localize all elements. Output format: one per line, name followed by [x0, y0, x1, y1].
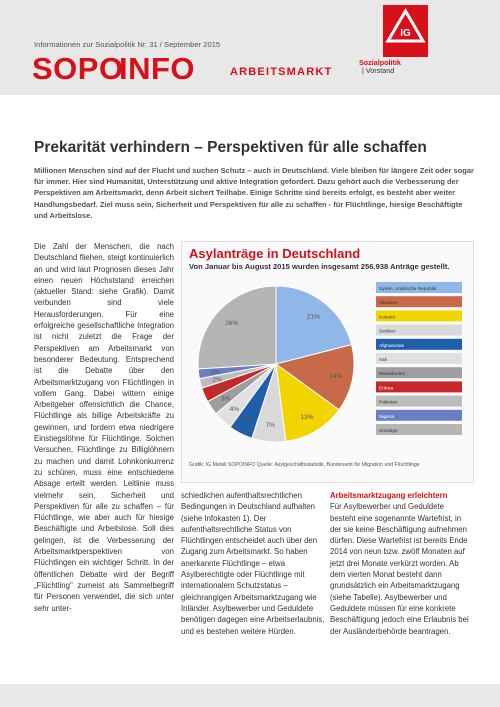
chart-source: Grafik: IG Metall SOPOINFO Quelle: Asylgeschäftsstatistik, Bundesamt für Migration und Flüchtlinge	[189, 462, 420, 468]
legend-entry-7: Eritrea	[379, 386, 394, 392]
legend-swatch-5	[376, 353, 462, 364]
pie-chart	[181, 272, 472, 460]
column-3-heading: Arbeitsmarktzugang erleichtern	[330, 491, 448, 500]
title-arbeitsmarkt: ARBEITSMARKT	[230, 66, 333, 78]
pie-label-3: 7%	[265, 422, 275, 430]
chart-subtitle: Von Januar bis August 2015 wurden insgesamt 256.938 Anträge gestellt.	[189, 262, 450, 271]
title-sopo: SOPO	[32, 51, 124, 86]
article-intro: Millionen Menschen sind auf der Flucht und suchen Schutz – auch in Deutschland. Viele bleiben für längere Zeit oder sogar für immer. Hier sind Humanität, Unterstützung und aktive Integration gefordert. Dazu gehört auch die Verbesserung der Perspektiven am Arbeitsmarkt, denn Arbeit sichert Teilhabe. Einige Schritte sind bereits erfolgt, es besteht aber weiter Handlungsbedarf. Ziel muss sein, Sicherheit und Perspektiven für alle zu schaffen - für Flüchtlinge, hiesige Beschäftigte und Arbeitslose.	[34, 166, 474, 220]
logo-text: IG	[400, 28, 411, 39]
legend-entry-9: Nigeria	[379, 414, 395, 420]
article-column-2: schiedlichen aufenthaltsrechtlichen Bedingungen in Deutschland aufhalten (siehe Infokasten 1). Der aufenthaltsrechtliche Status von Flüchtlingen entscheidet auch über den Zugang zum Arbeitsmarkt. So haben anerkannte Flüchtlinge – etwa Asylberechtigte oder Flüchtlinge mit internationalem Schutzstatus – gleichrangigen Arbeitsmarktzugang wie Inländer. Asylbewerber und Geduldete benötigen dagegen eine Arbeitserlaubnis, und es bestehen weitere Hürden.	[181, 491, 325, 636]
publisher-vorstand: | Vorstand	[362, 66, 395, 75]
pie-label-1: 14%	[329, 372, 343, 380]
pie-label-10: 26%	[225, 319, 239, 327]
pie-label-4: 5%	[243, 415, 254, 423]
legend-entry-1: Albanien	[379, 301, 398, 307]
legend-entry-0: Syrien, Arabische Republik	[379, 287, 437, 292]
column-3-text: Für Asylbewerber und Geduldete besteht eine sogenannte Wartefrist, in der sie keine Beschäftigung aufnehmen dürfen. Diese Wartefrist ist bereits Ende 2014 von neun bzw. zwölf Monaten auf jetzt drei Monate verkürzt worden. Ab dem vierten Monat besteht dann grundsätzlich ein Arbeitsmarktzugang (siehe Tabelle). Asylbewerber und Geduldete müssen für eine konkrete Beschäftigung jedoch eine Erlaubnis bei der Ausländerbehörde beantragen.	[330, 502, 469, 636]
legend-entry-10: Sonstige	[379, 429, 398, 434]
pie-label-8: 2%	[212, 376, 222, 384]
pie-label-0: 21%	[306, 313, 320, 321]
pie-label-2: 13%	[300, 413, 314, 421]
legend-entry-6: Mazedonien	[379, 372, 406, 378]
publisher-name: Sozialpolitik	[359, 58, 401, 67]
footer-bar	[0, 684, 500, 707]
legend-entry-2: Kosovo	[379, 315, 395, 321]
pie-label-9: 2%	[210, 369, 221, 377]
igmetall-logo	[383, 5, 428, 57]
legend-entry-5: Irak	[379, 358, 387, 363]
pie-label-5: 4%	[229, 405, 240, 413]
article-column-3	[330, 490, 470, 637]
legend-entry-3: Serbien	[379, 329, 396, 335]
title-info: INFO	[119, 51, 196, 86]
pie-label-7: 3%	[215, 385, 225, 393]
pie-slice-10	[198, 286, 276, 369]
issue-info: Informationen zur Sozialpolitik Nr. 31 / September 2015	[34, 40, 221, 49]
legend-entry-8: Pakistan	[379, 400, 398, 406]
article-column-1: Die Zahl der Menschen, die nach Deutschland fliehen, steigt kontinuierlich an und wird laut Prognosen dieses Jahr einen neuen Höchststand erreichen (aktueller Stand: siehe Grafik). Damit verbunden sind viele Herausforderungen. Für eine erfolgreiche gesellschaftliche Integration ist nicht zuletzt die Frage der Perspektiven am Arbeitsmarkt von besonderer Bedeutung. Entsprechend ist die Debatte über den Arbeitsmarktzugang von Flüchtlingen in vollem Gang. Dabei wittern einige Arbeitgeber offensichtlich die Chance, Flüchtlinge als billige Arbeitskräfte zu gewinnen, und fordern etwa niedrigere Einstiegslöhne für Flüchtlinge. Solchen Versuchen, Flüchtlinge zu Billiglöhnern zu machen und damit Lohnkonkurrenz zu schüren, muss eine entschiedene Absage erteilt werden. Leitlinie muss vielmehr sein, Sicherheit und Perspektiven für alle zu schaffen – für Flüchtlinge, wie aber auch für hiesige Beschäftigte und Arbeitslose. Soll dies gelingen, ist die Verbesserung der Arbeitsmarktperspektiven von Flüchtlingen ein wichtiger Schritt. In der öffentlichen Debatte wird der Begriff „Flüchtling" zumeist als Sammelbegriff für Personen verwendet, die sich unter sehr unter-	[34, 242, 174, 613]
chart-title: Asylanträge in Deutschland	[189, 246, 361, 261]
pie-label-6: 3%	[220, 395, 231, 403]
article-headline: Prekarität verhindern – Perspektiven für alle schaffen	[34, 139, 427, 156]
legend-entry-4: Afghanistan	[379, 343, 405, 349]
